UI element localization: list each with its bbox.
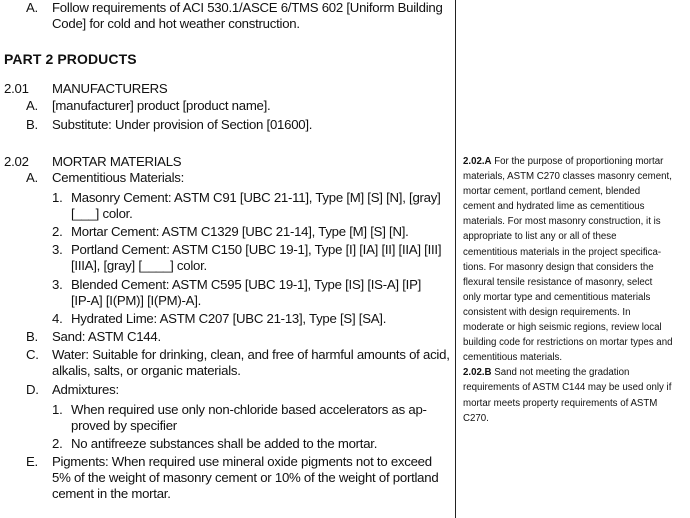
note-line: requirements of ASTM C144 may be used only if: [463, 382, 672, 394]
section-number: 2.01: [4, 81, 29, 96]
note-line: mortar cement, portland cement, blended: [463, 186, 641, 198]
item-label: C.: [26, 347, 39, 362]
item-text-line: 5% of the weight of masonry cement or 10% of the weight of portland: [52, 470, 439, 485]
subitem-text-line: No antifreeze substances shall be added to the mortar.: [71, 436, 378, 451]
subitem-text-line: Masonry Cement: ASTM C91 [UBC 21-11], Type [M] [S] [N], [gray]: [71, 190, 441, 205]
note-line: only mortar type and cementitious materials: [463, 291, 651, 303]
section-title: MANUFACTURERS: [52, 81, 168, 96]
item-text-line: cement in the mortar.: [52, 486, 171, 501]
note-line: moderate or high seismic regions, review local: [463, 322, 662, 334]
subitem-text-line: Portland Cement: ASTM C150 [UBC 19-1], Type [I] [IA] [II] [IIA] [III]: [71, 242, 442, 257]
part-heading: PART 2 PRODUCTS: [4, 51, 137, 67]
note-line: flexural tensile resistance of masonry, select: [463, 276, 653, 288]
item-text-line: Follow requirements of ACI 530.1/ASCE 6/TMS 602 [Uniform Building: [52, 0, 443, 15]
subitem-number: 3.: [52, 277, 63, 292]
subitem-number: 4.: [52, 311, 63, 326]
item-text: Substitute: Under provision of Section [01600].: [52, 117, 313, 132]
subitem-text-line: Blended Cement: ASTM C595 [UBC 19-1], Type [IS] [IS-A] [IP]: [71, 277, 422, 292]
column-divider: [455, 0, 456, 518]
section-title: MORTAR MATERIALS: [52, 154, 182, 169]
item-text-line: Pigments: When required use mineral oxide pigments not to exceed: [52, 454, 432, 469]
subitem-text-line: When required use only non-chloride based accelerators as ap-: [71, 402, 427, 417]
item-label: A.: [26, 170, 38, 185]
item-text: Cementitious Materials:: [52, 170, 185, 185]
subitem-number: 2.: [52, 436, 63, 451]
note-line: appropriate to list any or all of these: [463, 231, 617, 243]
note-line: building code for restrictions on mortar types and: [463, 337, 673, 349]
note-line: tions. For masonry design that considers the: [463, 261, 654, 273]
note-2-02-b: [463, 365, 687, 425]
note-ref: 2.02.B: [463, 367, 492, 379]
item-text: Admixtures:: [52, 382, 119, 397]
note-line: cement and hydrated lime as cementitious: [463, 201, 645, 213]
note-line: 2.02.A For the purpose of proportioning mortar: [463, 156, 664, 167]
note-ref: 2.02.A: [463, 156, 492, 167]
subitem-text-line: [___] color.: [71, 206, 133, 221]
subitem-number: 3.: [52, 242, 63, 257]
subitem-text-line: proved by specifier: [71, 418, 177, 433]
subitem-text-line: Hydrated Lime: ASTM C207 [UBC 21-13], Type [S] [SA].: [71, 311, 387, 326]
item-label: D.: [26, 382, 39, 397]
subitem-text-line: [IIIA], [gray] [____] color.: [71, 258, 207, 273]
subitem-number: 2.: [52, 224, 63, 239]
subitem-text-line: [IP-A] [I(PM)] [I(PM)-A].: [71, 293, 202, 308]
note-line: 2.02.B Sand not meeting the gradation: [463, 367, 630, 379]
item-label: A.: [26, 98, 38, 113]
subitem-number: 1.: [52, 402, 63, 417]
item-text-line: alkalis, salts, or organic materials.: [52, 363, 241, 378]
subitem-number: 1.: [52, 190, 63, 205]
item-text: [manufacturer] product [product name].: [52, 98, 271, 113]
note-line: C270.: [463, 412, 489, 424]
note-line: consistent with design requirements. In: [463, 306, 631, 318]
specifier-notes-column: [463, 154, 687, 426]
section-number: 2.02: [4, 154, 29, 169]
subitem-text-line: Mortar Cement: ASTM C1329 [UBC 21-14], Type [M] [S] [N].: [71, 224, 409, 239]
note-line: cementitious materials in the project specifica-: [463, 246, 662, 258]
note-line: cementitious materials.: [463, 352, 563, 364]
note-line: mortar meets property requirements of ASTM: [463, 397, 658, 409]
note-line: materials, ASTM C270 classes masonry cement,: [463, 171, 672, 183]
item-text-line: Water: Suitable for drinking, clean, and free of harmful amounts of acid,: [52, 347, 450, 362]
item-label: E.: [26, 454, 38, 469]
item-text-line: Code] for cold and hot weather construction.: [52, 16, 300, 31]
item-label: A.: [26, 0, 38, 15]
item-label: B.: [26, 117, 38, 132]
item-label: B.: [26, 329, 38, 344]
note-2-02-a: [463, 154, 687, 365]
note-line: materials. For most masonry construction, it is: [463, 216, 661, 228]
item-text: Sand: ASTM C144.: [52, 329, 161, 344]
